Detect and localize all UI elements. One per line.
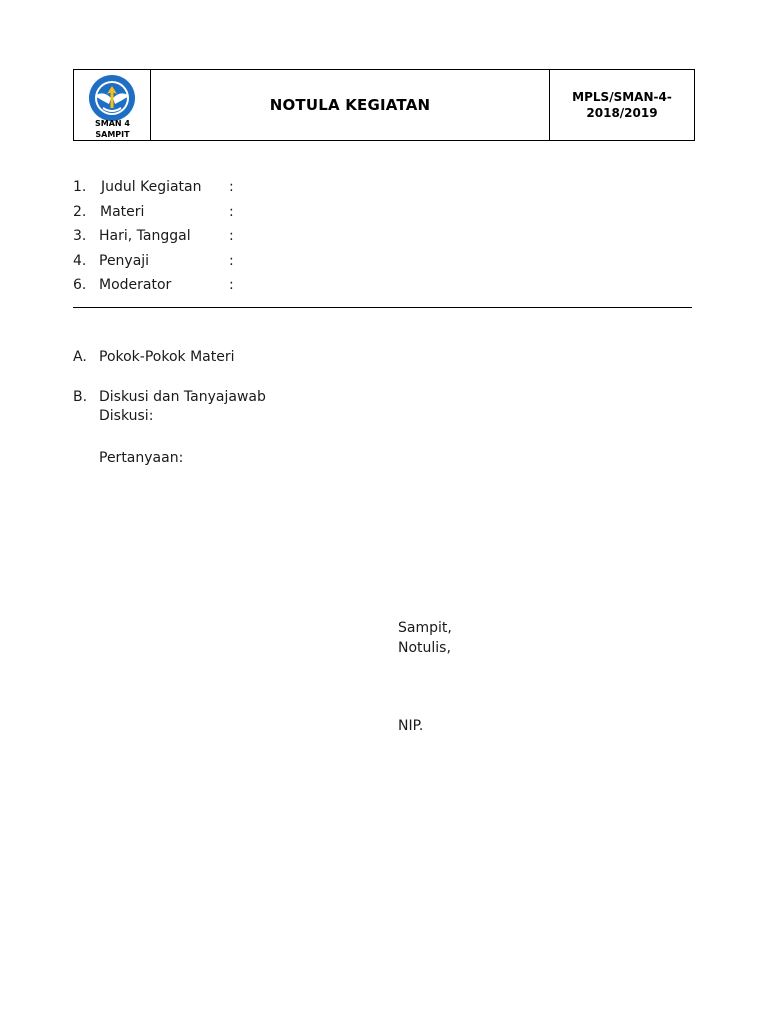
school-logo-icon: [85, 74, 139, 122]
field-label-judul-kegiatan: Judul Kegiatan: [101, 179, 202, 195]
signature-nip: NIP.: [398, 718, 424, 734]
signature-place: Sampit,: [398, 620, 452, 636]
pertanyaan-label: Pertanyaan:: [99, 450, 184, 466]
field-number: 3.: [73, 228, 87, 244]
field-colon: :: [229, 179, 234, 195]
section-b-title: Diskusi dan Tanyajawab: [99, 389, 266, 405]
section-a-title: Pokok-Pokok Materi: [99, 349, 235, 365]
horizontal-divider: [73, 307, 692, 308]
section-a-letter: A.: [73, 349, 87, 365]
field-label-hari-tanggal: Hari, Tanggal: [99, 228, 191, 244]
document-code-line2: 2018/2019: [586, 106, 658, 120]
school-name: [74, 118, 151, 140]
field-colon: :: [229, 253, 234, 269]
field-number: 6.: [73, 277, 87, 293]
document-code-line1: MPLS/SMAN-4-: [572, 90, 672, 104]
field-colon: :: [229, 204, 234, 220]
field-number: 4.: [73, 253, 87, 269]
diskusi-label: Diskusi:: [99, 408, 154, 424]
school-name-line2: SAMPIT: [95, 130, 130, 139]
field-colon: :: [229, 277, 234, 293]
field-number: 2.: [73, 204, 87, 220]
code-cell: [550, 70, 694, 140]
field-label-materi: Materi: [100, 204, 145, 220]
field-number: 1.: [73, 179, 87, 195]
section-b-letter: B.: [73, 389, 88, 405]
title-cell: [151, 70, 550, 140]
logo-cell: [74, 70, 151, 140]
field-colon: :: [229, 228, 234, 244]
document-title: NOTULA KEGIATAN: [269, 96, 431, 114]
signature-role: Notulis,: [398, 640, 451, 656]
field-label-moderator: Moderator: [99, 277, 172, 293]
document-code: [572, 89, 672, 121]
document-header: [73, 69, 695, 141]
field-label-penyaji: Penyaji: [99, 253, 150, 269]
school-name-line1: SMAN 4: [95, 119, 130, 128]
